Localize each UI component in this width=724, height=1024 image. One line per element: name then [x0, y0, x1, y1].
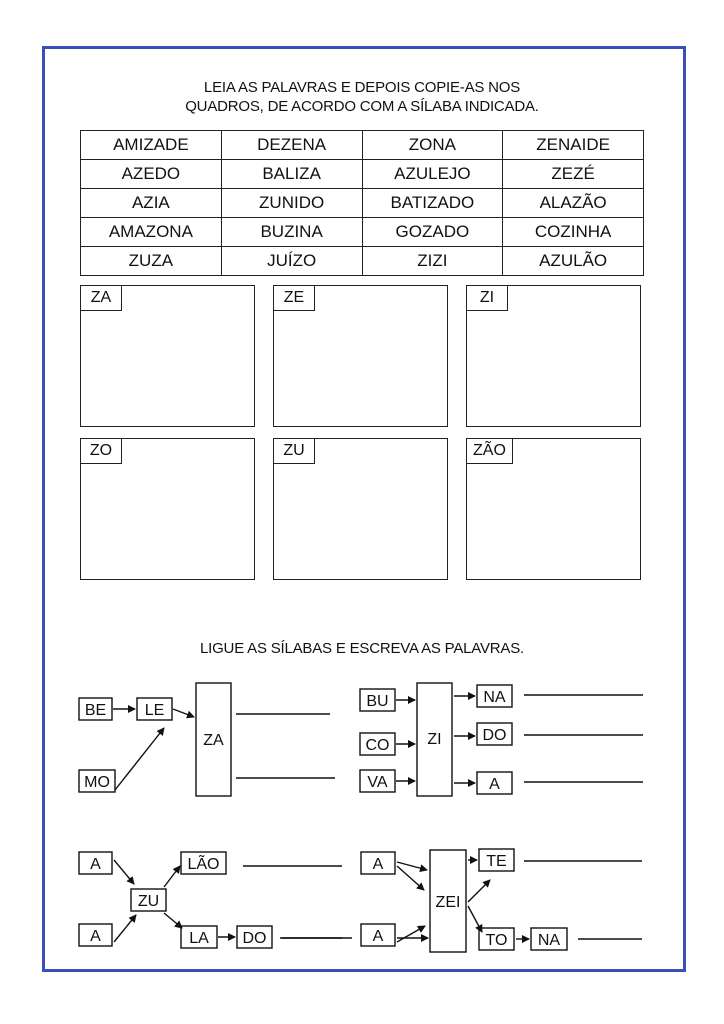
- connector-arrow: [114, 915, 136, 942]
- instruction-line-2: QUADROS, DE ACORDO COM A SÍLABA INDICADA.: [185, 98, 539, 115]
- word-cell: AZEDO: [81, 160, 222, 189]
- word-cell: ZUZA: [81, 247, 222, 276]
- connector-arrow: [397, 926, 425, 942]
- syllable-label: ZU: [274, 439, 315, 464]
- syllable-label: ZÃO: [467, 439, 513, 464]
- syllable-text: A: [90, 928, 101, 945]
- syllable-text: DO: [482, 727, 507, 744]
- syllable-text: MO: [84, 774, 110, 791]
- syllable-text: DO: [242, 930, 267, 947]
- word-cell: BALIZA: [221, 160, 362, 189]
- instruction-line-1: LEIA AS PALAVRAS E DEPOIS COPIE-AS NOS: [203, 79, 521, 96]
- word-cell: AMIZADE: [81, 131, 222, 160]
- word-cell: ZUNIDO: [221, 189, 362, 218]
- connector-arrow: [397, 866, 424, 890]
- word-cell: COZINHA: [503, 218, 644, 247]
- syllable-text: A: [489, 776, 500, 793]
- syllable-text: VA: [367, 774, 388, 791]
- word-cell: BUZINA: [221, 218, 362, 247]
- word-cell: ALAZÃO: [503, 189, 644, 218]
- syllable-text: A: [372, 928, 384, 945]
- word-cell: AZULEJO: [362, 160, 503, 189]
- syllable-text: NA: [537, 932, 561, 949]
- word-cell: ZONA: [362, 131, 503, 160]
- syllable-text: LE: [144, 702, 165, 719]
- instruction-line-3: LIGUE AS SÍLABAS E ESCREVA AS PALAVRAS.: [199, 640, 525, 657]
- syllable-text: ZI: [427, 731, 442, 748]
- connector-arrow: [164, 866, 180, 887]
- syllable-label: ZA: [81, 286, 122, 311]
- syllable-label: ZI: [467, 286, 508, 311]
- connector-arrow: [114, 860, 134, 884]
- word-cell: AMAZONA: [81, 218, 222, 247]
- syllable-text: A: [90, 856, 101, 873]
- connector-arrow: [397, 862, 427, 870]
- connector-arrow: [468, 906, 482, 932]
- connector-arrow: [173, 709, 194, 717]
- connector-arrow: [164, 913, 182, 928]
- word-cell: JUÍZO: [221, 247, 362, 276]
- word-cell: ZIZI: [362, 247, 503, 276]
- connector-arrow: [115, 728, 164, 790]
- syllable-text: CO: [365, 737, 390, 754]
- syllable-text: NA: [483, 689, 506, 706]
- word-cell: ZEZÉ: [503, 160, 644, 189]
- syllable-text: BU: [366, 693, 389, 710]
- word-cell: DEZENA: [221, 131, 362, 160]
- word-cell: BATIZADO: [362, 189, 503, 218]
- syllable-text: LA: [189, 930, 209, 947]
- connector-arrow: [468, 880, 490, 902]
- syllable-text: LÃO: [187, 856, 220, 873]
- syllable-text: TO: [485, 932, 508, 949]
- syllable-text: BE: [84, 702, 107, 719]
- syllable-text: ZA: [203, 732, 224, 749]
- word-cell: ZENAIDE: [503, 131, 644, 160]
- word-cell: AZIA: [81, 189, 222, 218]
- syllable-label: ZO: [81, 439, 122, 464]
- syllable-label: ZE: [274, 286, 315, 311]
- word-cell: AZULÃO: [503, 247, 644, 276]
- syllable-text: ZU: [137, 893, 160, 910]
- syllable-text: ZEI: [435, 894, 461, 911]
- word-cell: GOZADO: [362, 218, 503, 247]
- syllable-text: TE: [486, 853, 507, 870]
- syllable-text: A: [372, 856, 384, 873]
